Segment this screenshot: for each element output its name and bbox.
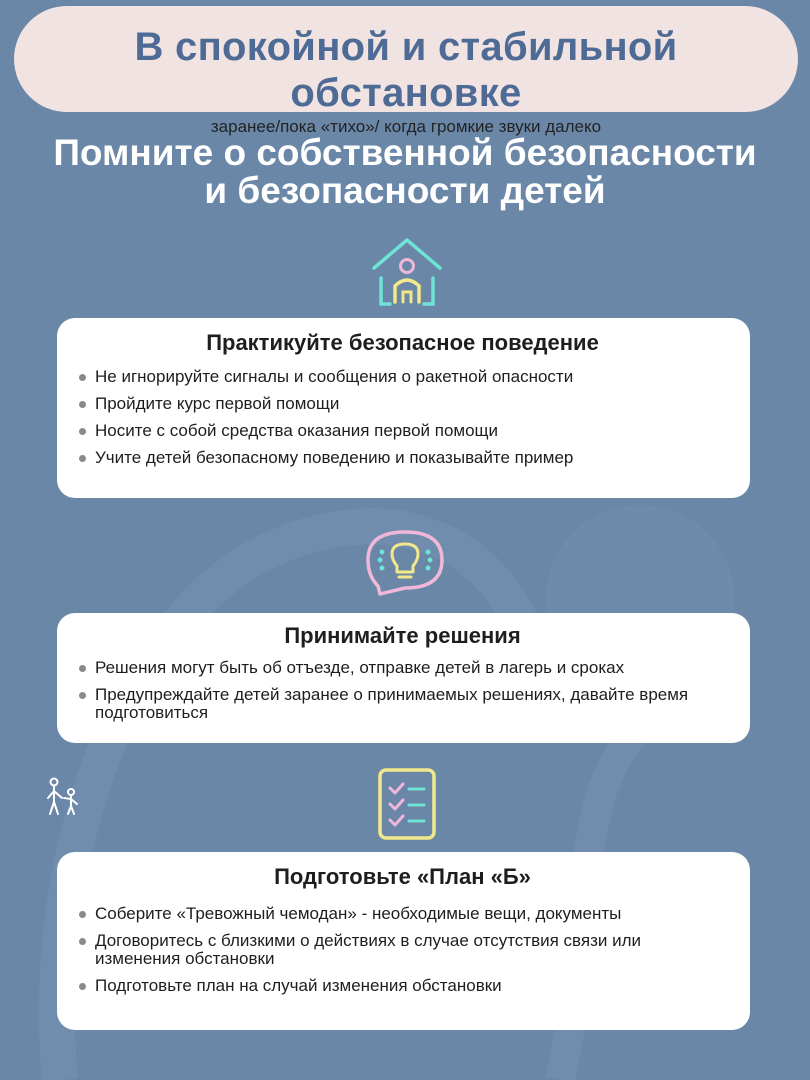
checklist-icon: [376, 766, 438, 842]
list-item: Предупреждайте детей заранее о принимаемых решениях, давайте время подготовиться: [79, 686, 726, 722]
card-title: Принимайте решения: [284, 623, 521, 648]
house-person-icon: [368, 234, 446, 308]
card-safe-behavior: [57, 318, 750, 498]
header-subtitle: заранее/пока «тихо»/ когда громкие звуки далеко: [210, 117, 602, 136]
list-item: Не игнорируйте сигналы и сообщения о ракетной опасности: [79, 368, 726, 386]
card-make-decisions: [57, 613, 750, 743]
list-item: Пройдите курс первой помощи: [79, 395, 726, 413]
list-item: Решения могут быть об отъезде, отправке детей в лагерь и сроках: [79, 659, 726, 677]
card-title: Практикуйте безопасное поведение: [206, 330, 599, 355]
list-item: Подготовьте план на случай изменения обстановки: [79, 977, 726, 995]
headline-line-1: Помните о собственной безопасности: [53, 132, 757, 173]
header-pill: [14, 6, 798, 136]
adult-child-icon: [44, 776, 82, 816]
headline-line-2: и безопасности детей: [204, 170, 606, 211]
bullet-list: [79, 659, 726, 722]
bullet-list: [79, 905, 726, 995]
list-item: Соберите «Тревожный чемодан» - необходимые вещи, документы: [79, 905, 726, 923]
list-item: Договоритесь с близкими о действиях в случае отсутствия связи или изменения обстановки: [79, 932, 726, 968]
page-headline: [0, 134, 810, 210]
idea-bulb-icon: [364, 526, 446, 598]
card-title: Подготовьте «План «Б»: [274, 864, 531, 889]
bullet-list: [79, 368, 726, 467]
list-item: Учите детей безопасному поведению и показывайте пример: [79, 449, 726, 467]
card-plan-b: [57, 852, 750, 1030]
header-title: В спокойной и стабильной обстановке: [134, 25, 678, 115]
list-item: Носите с собой средства оказания первой помощи: [79, 422, 726, 440]
